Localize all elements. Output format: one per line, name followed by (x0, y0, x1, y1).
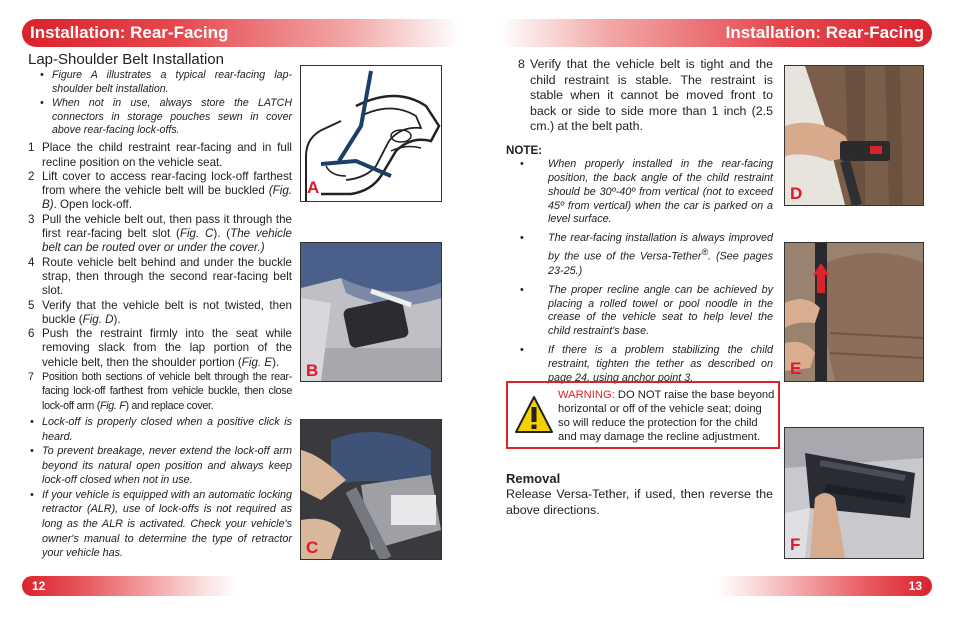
note-heading: NOTE: (506, 143, 543, 157)
lap-shoulder-subheading: Lap-Shoulder Belt Installation (28, 51, 224, 68)
step-1: 1 Place the child restraint rear-facing and in full recline position on the vehicle seat. (28, 141, 292, 169)
figure-d-label: D (790, 184, 803, 203)
note-bullet: • The proper recline angle can be achieved by placing a rolled towel or pool noodle in the crease of the vehicle seat to help level the child restraint's base. (520, 283, 773, 338)
note-bullet: • When properly installed in the rear-facing position, the back angle of the child restraint should be 30º-40º from vertical (not to exceed 45º from vertical) when the car is parked on a level surface. (520, 157, 773, 226)
step-2: 2 Lift cover to access rear-facing lock-off farthest from where the vehicle belt will be buckled (Fig. B). Open lock-off. (28, 169, 292, 212)
warning-label: WARNING: (558, 389, 615, 401)
right-banner-title: Installation: Rear-Facing (725, 23, 924, 42)
figure-e-photo (784, 242, 924, 382)
figure-b-photo (300, 242, 442, 382)
right-page-banner (500, 19, 932, 47)
left-banner-title: Installation: Rear-Facing (30, 23, 229, 42)
page-number-12: 12 (32, 579, 46, 593)
figure-a-label: A (307, 178, 320, 197)
removal-heading: Removal (506, 471, 561, 486)
left-page-banner (22, 19, 460, 47)
removal-text: Release Versa-Tether, if used, then reverse the above directions. (506, 487, 773, 517)
step-3: 3 Pull the vehicle belt out, then pass it through the first rear-facing belt slot (Fig. C). (The vehicle belt can be routed over or under the cover.) (28, 212, 292, 255)
figure-a-illustration (300, 65, 442, 202)
intro-bullet: • Figure A illustrates a typical rear-facing lap-shoulder belt installation. (40, 69, 292, 96)
close-lock-off-photo (785, 428, 923, 558)
step-6: 6 Push the restraint firmly into the seat while removing slack from the lap portion of the vehicle belt, then the shoulder portion (Fig. E). (28, 327, 292, 369)
step-8: 8 Verify that the vehicle belt is tight and the child restraint is stable. The restraint is stable when it cannot be moved front to back or side to side more than 1 inch (2.5 cm.) at the belt path. (518, 57, 773, 133)
note-bullet: • If there is a problem stabilizing the child restraint, tighten the tether as described on page 24, using anchor point 3. (520, 344, 773, 385)
intro-bullet: • When not in use, always store the LATCH connectors in storage pouches sewn in cover above rear-facing lock-offs. (40, 96, 292, 137)
figure-e-label: E (790, 359, 802, 378)
step-5: 5 Verify that the vehicle belt is not twisted, then buckle (Fig. D). (28, 298, 292, 326)
belt-routing-photo (301, 420, 441, 559)
figure-c-label: C (306, 538, 319, 557)
right-text-column (506, 57, 773, 391)
step-7: 7 Position both sections of vehicle belt through the rear-facing lock-off farthest from vehicle buckle, then close lock-off arm (Fig. F) and replace cover. (28, 371, 292, 412)
step-7-sub-bullet: • To prevent breakage, never extend the lock-off arm beyond its natural open position and always keep lock-off closed when not in use. (30, 445, 292, 487)
figure-d-photo (784, 65, 924, 206)
page-number-13: 13 (908, 579, 922, 593)
figure-c-photo (300, 419, 442, 560)
tighten-belt-photo (785, 243, 923, 381)
buckle-photo (785, 66, 923, 205)
lock-off-photo (301, 243, 441, 381)
figure-b-label: B (306, 361, 319, 380)
step-7-sub-bullet: • If your vehicle is equipped with an automatic locking retractor (ALR), use of lock-offs is not required as long as the ALR is activated. Check your vehicle's owner's manual to determine the type of retractor your vehicle has. (30, 488, 292, 560)
step-7-sub-bullet: • Lock-off is properly closed when a positive click is heard. (30, 415, 292, 443)
figure-f-label: F (790, 535, 801, 554)
warning-box (506, 381, 780, 449)
exclamation-triangle-icon (514, 395, 554, 435)
left-page-footer (22, 576, 237, 596)
step-4: 4 Route vehicle belt behind and under the buckle strap, then through the second rear-facing belt slot. (28, 255, 292, 298)
car-seat-drawing (301, 66, 441, 201)
note-bullet: • The rear-facing installation is always improved by the use of the Versa-Tether®. (See pages 23-25.) (520, 232, 773, 277)
right-page-footer (716, 576, 932, 596)
removal-section (506, 472, 773, 518)
left-text-column (28, 53, 292, 561)
figure-f-photo (784, 427, 924, 559)
warning-text: WARNING: DO NOT raise the base beyond horizontal or off of the vehicle seat; doing so will reduce the protection for the child and may damage the recline adjustment. (558, 389, 775, 443)
